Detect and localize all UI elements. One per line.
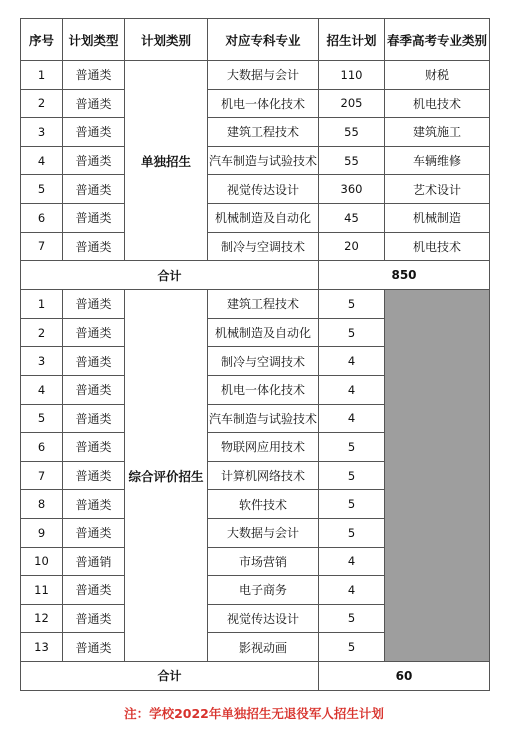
row-number: 7: [21, 461, 63, 490]
shaded-empty-cell: [385, 290, 490, 662]
plan-type: 普通类: [63, 318, 125, 347]
plan-type: 普通类: [63, 404, 125, 433]
enrollment-count: 205: [319, 89, 385, 118]
plan-type: 普通类: [63, 118, 125, 147]
total-value: 850: [319, 261, 490, 290]
enrollment-count: 55: [319, 146, 385, 175]
plan-type: 普通类: [63, 461, 125, 490]
spring-exam-category: 车辆维修: [385, 146, 490, 175]
major-name: 汽车制造与试验技术: [208, 146, 319, 175]
enrollment-count: 360: [319, 175, 385, 204]
row-number: 11: [21, 576, 63, 605]
enrollment-plan-table: [20, 18, 490, 691]
row-number: 3: [21, 118, 63, 147]
major-name: 视觉传达设计: [208, 604, 319, 633]
header-cell: 计划类型: [63, 19, 125, 61]
row-number: 12: [21, 604, 63, 633]
enrollment-count: 5: [319, 518, 385, 547]
spring-exam-category: 机电技术: [385, 89, 490, 118]
major-name: 计算机网络技术: [208, 461, 319, 490]
major-name: 机电一体化技术: [208, 89, 319, 118]
row-number: 7: [21, 232, 63, 261]
row-number: 5: [21, 175, 63, 204]
row-number: 2: [21, 318, 63, 347]
major-name: 机械制造及自动化: [208, 318, 319, 347]
row-number: 2: [21, 89, 63, 118]
plan-type: 普通类: [63, 175, 125, 204]
enrollment-count: 4: [319, 347, 385, 376]
footnote: 注：学校2022年单独招生无退役军人招生计划: [124, 706, 384, 721]
enrollment-count: 45: [319, 203, 385, 232]
plan-type: 普通类: [63, 232, 125, 261]
major-name: 软件技术: [208, 490, 319, 519]
row-number: 4: [21, 146, 63, 175]
row-number: 6: [21, 203, 63, 232]
major-name: 大数据与会计: [208, 61, 319, 90]
total-value: 60: [319, 661, 490, 690]
major-name: 制冷与空调技术: [208, 347, 319, 376]
total-row: [21, 261, 490, 290]
enrollment-count: 5: [319, 318, 385, 347]
header-cell: 春季高考专业类别: [385, 19, 490, 61]
plan-type: 普通类: [63, 89, 125, 118]
row-number: 13: [21, 633, 63, 662]
enrollment-count: 5: [319, 490, 385, 519]
enrollment-count: 5: [319, 633, 385, 662]
total-label: 合计: [21, 261, 319, 290]
major-name: 市场营销: [208, 547, 319, 576]
header-cell: 序号: [21, 19, 63, 61]
section-single-enrollment: [21, 61, 490, 261]
row-number: 8: [21, 490, 63, 519]
plan-category: 综合评价招生: [125, 290, 208, 662]
table-header-row: [21, 19, 490, 61]
header-cell: 计划类别: [125, 19, 208, 61]
plan-type: 普通销: [63, 547, 125, 576]
table-row: [21, 89, 490, 118]
enrollment-count: 5: [319, 604, 385, 633]
plan-type: 普通类: [63, 518, 125, 547]
major-name: 影视动画: [208, 633, 319, 662]
enrollment-count: 5: [319, 433, 385, 462]
section1-total: [21, 261, 490, 290]
major-name: 建筑工程技术: [208, 118, 319, 147]
spring-exam-category: 艺术设计: [385, 175, 490, 204]
spring-exam-category: 财税: [385, 61, 490, 90]
table-row: [21, 203, 490, 232]
plan-type: 普通类: [63, 375, 125, 404]
table-row: [21, 290, 490, 319]
row-number: 5: [21, 404, 63, 433]
table-row: [21, 146, 490, 175]
plan-type: 普通类: [63, 347, 125, 376]
major-name: 机械制造及自动化: [208, 203, 319, 232]
enrollment-count: 4: [319, 404, 385, 433]
enrollment-count: 4: [319, 576, 385, 605]
table-row: [21, 232, 490, 261]
row-number: 1: [21, 61, 63, 90]
enrollment-count: 4: [319, 375, 385, 404]
major-name: 电子商务: [208, 576, 319, 605]
section-comprehensive-enrollment: [21, 290, 490, 662]
section2-total: [21, 661, 490, 690]
spring-exam-category: 机械制造: [385, 203, 490, 232]
major-name: 物联网应用技术: [208, 433, 319, 462]
major-name: 制冷与空调技术: [208, 232, 319, 261]
plan-category: 单独招生: [125, 61, 208, 261]
plan-type: 普通类: [63, 604, 125, 633]
plan-type: 普通类: [63, 203, 125, 232]
major-name: 建筑工程技术: [208, 290, 319, 319]
plan-type: 普通类: [63, 61, 125, 90]
plan-type: 普通类: [63, 490, 125, 519]
header-cell: 对应专科专业: [208, 19, 319, 61]
row-number: 1: [21, 290, 63, 319]
spring-exam-category: 建筑施工: [385, 118, 490, 147]
header-cell: 招生计划: [319, 19, 385, 61]
enrollment-count: 20: [319, 232, 385, 261]
row-number: 3: [21, 347, 63, 376]
plan-type: 普通类: [63, 633, 125, 662]
table-row: [21, 175, 490, 204]
major-name: 视觉传达设计: [208, 175, 319, 204]
major-name: 机电一体化技术: [208, 375, 319, 404]
plan-type: 普通类: [63, 290, 125, 319]
row-number: 6: [21, 433, 63, 462]
table-row: [21, 61, 490, 90]
row-number: 4: [21, 375, 63, 404]
row-number: 9: [21, 518, 63, 547]
plan-type: 普通类: [63, 576, 125, 605]
enrollment-count: 4: [319, 547, 385, 576]
total-row: [21, 661, 490, 690]
table-row: [21, 118, 490, 147]
enrollment-count: 55: [319, 118, 385, 147]
enrollment-count: 5: [319, 290, 385, 319]
major-name: 汽车制造与试验技术: [208, 404, 319, 433]
total-label: 合计: [21, 661, 319, 690]
spring-exam-category: 机电技术: [385, 232, 490, 261]
plan-type: 普通类: [63, 146, 125, 175]
enrollment-count: 5: [319, 461, 385, 490]
enrollment-count: 110: [319, 61, 385, 90]
major-name: 大数据与会计: [208, 518, 319, 547]
row-number: 10: [21, 547, 63, 576]
plan-type: 普通类: [63, 433, 125, 462]
